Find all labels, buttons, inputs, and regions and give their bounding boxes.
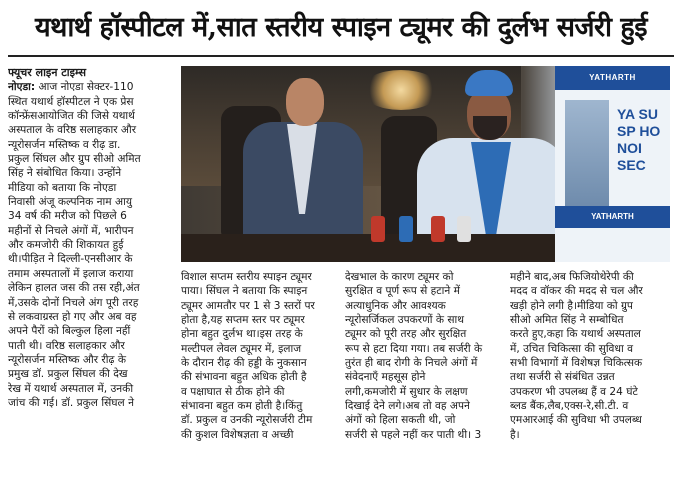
column-line: संवेदनाएँ महसूस होने <box>345 371 426 384</box>
article-column-1 <box>8 66 173 474</box>
column-line: की कुशल विशेषज्ञता व अच्छी <box>181 428 294 441</box>
column-line: अंगों को हिला सकती थी, जो <box>345 414 456 427</box>
column-line: सभी विभागों में विशेषज्ञ चिकित्सक <box>510 357 643 370</box>
column-line: पाती थी। वरिष्ठ सलाहकार और <box>8 339 125 352</box>
column-line: अत्याधुनिक और आवश्यक <box>345 299 446 312</box>
byline: फ्यूचर लाइन टाइम्स <box>8 66 87 79</box>
column-line: तमाम अस्पतालों में इलाज कराया <box>8 267 134 280</box>
microphone-icon <box>431 216 445 242</box>
column-line: स्थित यथार्थ हॉस्पीटल ने एक प्रेस <box>8 95 134 108</box>
microphone-icon <box>457 216 471 242</box>
column-line: दिखाई देने लगे।अब तो वह अपने <box>345 400 470 413</box>
column-line: सीओ अमित सिंह ने सम्बोधित <box>510 314 624 327</box>
column-line: एमआरआई की सुविधा भी उपलब्ध <box>510 414 642 427</box>
column-line: ट्यूमर आमतौर पर 1 से 3 स्तरों पर <box>181 299 315 312</box>
column-line: लगी,कमजोरी में सुधार के लक्षण <box>345 385 468 398</box>
column-line: न्यूरोसर्जन मस्तिष्क व रीढ़ डा. <box>8 138 121 151</box>
column-line: डॉ. प्रकुल व उनकी न्यूरोसर्जरी टीम <box>181 414 313 427</box>
column-line: निवासी अंजू कल्पनिक नाम आयु <box>8 196 132 209</box>
dateline: नोएडा: <box>8 81 36 94</box>
column-line: तुरंत ही बाद रोगी के निचले अंगों में <box>345 357 478 370</box>
article-column-4 <box>510 270 670 474</box>
photo-lamp <box>361 70 441 110</box>
column-line: उपकरण भी उपलब्ध हैं व 24 घंटे <box>510 385 638 398</box>
column-line: कॉन्फ्रेंसआयोजित की जिसे यथार्थ <box>8 110 135 123</box>
column-line: देखभाल के कारण ट्यूमर को <box>345 271 454 283</box>
column-line: तथा सर्जरी से संबंधित उन्नत <box>510 371 615 384</box>
column-line: अपने पैरों को बिल्कुल हिला नहीं <box>8 325 131 338</box>
column-line: सिंह ने संबोधित किया। उन्होंने <box>8 167 122 180</box>
column-line: आज नोएडा सेक्टर-110 <box>38 81 134 94</box>
speaker-right-cap <box>465 70 513 96</box>
article-column-2 <box>181 270 333 474</box>
column-line: थी।पीड़ित ने दिल्ली-एनसीआर के <box>8 253 133 266</box>
column-line: रेख में यथार्थ अस्पताल में, उनकी <box>8 382 134 395</box>
column-line: अस्पताल के वरिष्ठ सलाहकार और <box>8 124 137 137</box>
column-line: सर्जरी से पहले नहीं कर पाती थी। 3 <box>345 428 482 441</box>
column-line: जांच की गई। डॉ. प्रकुल सिंघल ने <box>8 396 134 409</box>
column-line: लेकिन हालत जस की तस रही,अंत <box>8 282 140 295</box>
column-line: न्यूरोसर्जिकल उपकरणों के साथ <box>345 314 465 327</box>
banner-bottom-logo: YATHARTH <box>555 206 670 228</box>
column-line: ब्लड बैंक,लैब,एक्स-रे,सी.टी. व <box>510 400 629 413</box>
column-line: विशाल सप्तम स्तरीय स्पाइन ट्यूमर <box>181 271 312 283</box>
headline-rule <box>8 55 674 57</box>
column-line: होना बहुत दुर्लभ था।इस तरह के <box>181 328 303 341</box>
column-line: खड़ी होने लगी है।मीडिया को ग्रुप <box>510 299 633 312</box>
column-line: के दौरान रीढ़ की हड्डी के नुकसान <box>181 357 307 370</box>
column-line: पाया। सिंघल ने बताया कि स्पाइन <box>181 285 308 298</box>
banner-text: YA SU SP HO NOI SEC <box>617 106 661 173</box>
speaker-left-head <box>286 78 324 126</box>
banner-top-logo: YATHARTH <box>555 66 670 90</box>
microphone-icon <box>399 216 413 242</box>
column-line: 34 वर्ष की मरीज को पिछले 6 <box>8 210 127 223</box>
column-line: है। <box>510 428 520 441</box>
column-line: मीडिया को बताया कि नोएडा <box>8 181 117 194</box>
column-line: और कमजोरी की शिकायत हुई <box>8 239 124 252</box>
column-line: संभावना बहुत कम होती है।किंतु <box>181 400 303 413</box>
article-column-3 <box>345 270 498 474</box>
column-line: प्रमुख डॉ. प्रकुल सिंघल की देख <box>8 368 128 381</box>
column-line: करते हुए,कहा कि यथार्थ अस्पताल <box>510 328 641 341</box>
column-line: प्रकुल सिंघल और ग्रुप सीओ अमित <box>8 153 141 166</box>
column-line: सुरक्षित व पूर्ण रूप से हटाने में <box>345 285 460 298</box>
hospital-banner <box>555 66 670 262</box>
column-line: मदद व वॉकर की मदद से चल और <box>510 285 643 298</box>
press-conference-photo <box>181 66 670 262</box>
column-line: ट्यूमर को पूरी तरह और सुरक्षित <box>345 328 467 341</box>
column-line: महीनों से निचले अंगों में, भारीपन <box>8 224 134 237</box>
column-line: होता है,यह सप्तम स्तर पर ट्यूमर <box>181 314 305 327</box>
column-line: रूप से हटा दिया गया। तब सर्जरी के <box>345 342 483 355</box>
column-line: की संभावना बहुत अधिक होती है <box>181 371 307 384</box>
column-line: से लकवाग्रस्त हो गए और अब वह <box>8 310 137 323</box>
microphone-icon <box>371 216 385 242</box>
column-line: व पक्षाघात से ठीक होने की <box>181 385 285 398</box>
headline: यथार्थ हॉस्पीटल में,सात स्तरीय स्पाइन ट्यूमर की दुर्लभ सर्जरी हुई <box>34 12 648 43</box>
column-line: में, उचित चिकित्सा की सुविधा व <box>510 342 633 355</box>
column-line: महीने बाद,अब फिजियोथेरेपी की <box>510 271 634 283</box>
column-line: मल्टीपल लेवल ट्यूमर में, इलाज <box>181 342 302 355</box>
column-line: में,उसके दोनों निचले अंग पूरी तरह <box>8 296 139 309</box>
column-line: न्यूरोसर्जन मस्तिष्क और रीढ़ के <box>8 353 126 366</box>
banner-building-image <box>565 100 609 210</box>
